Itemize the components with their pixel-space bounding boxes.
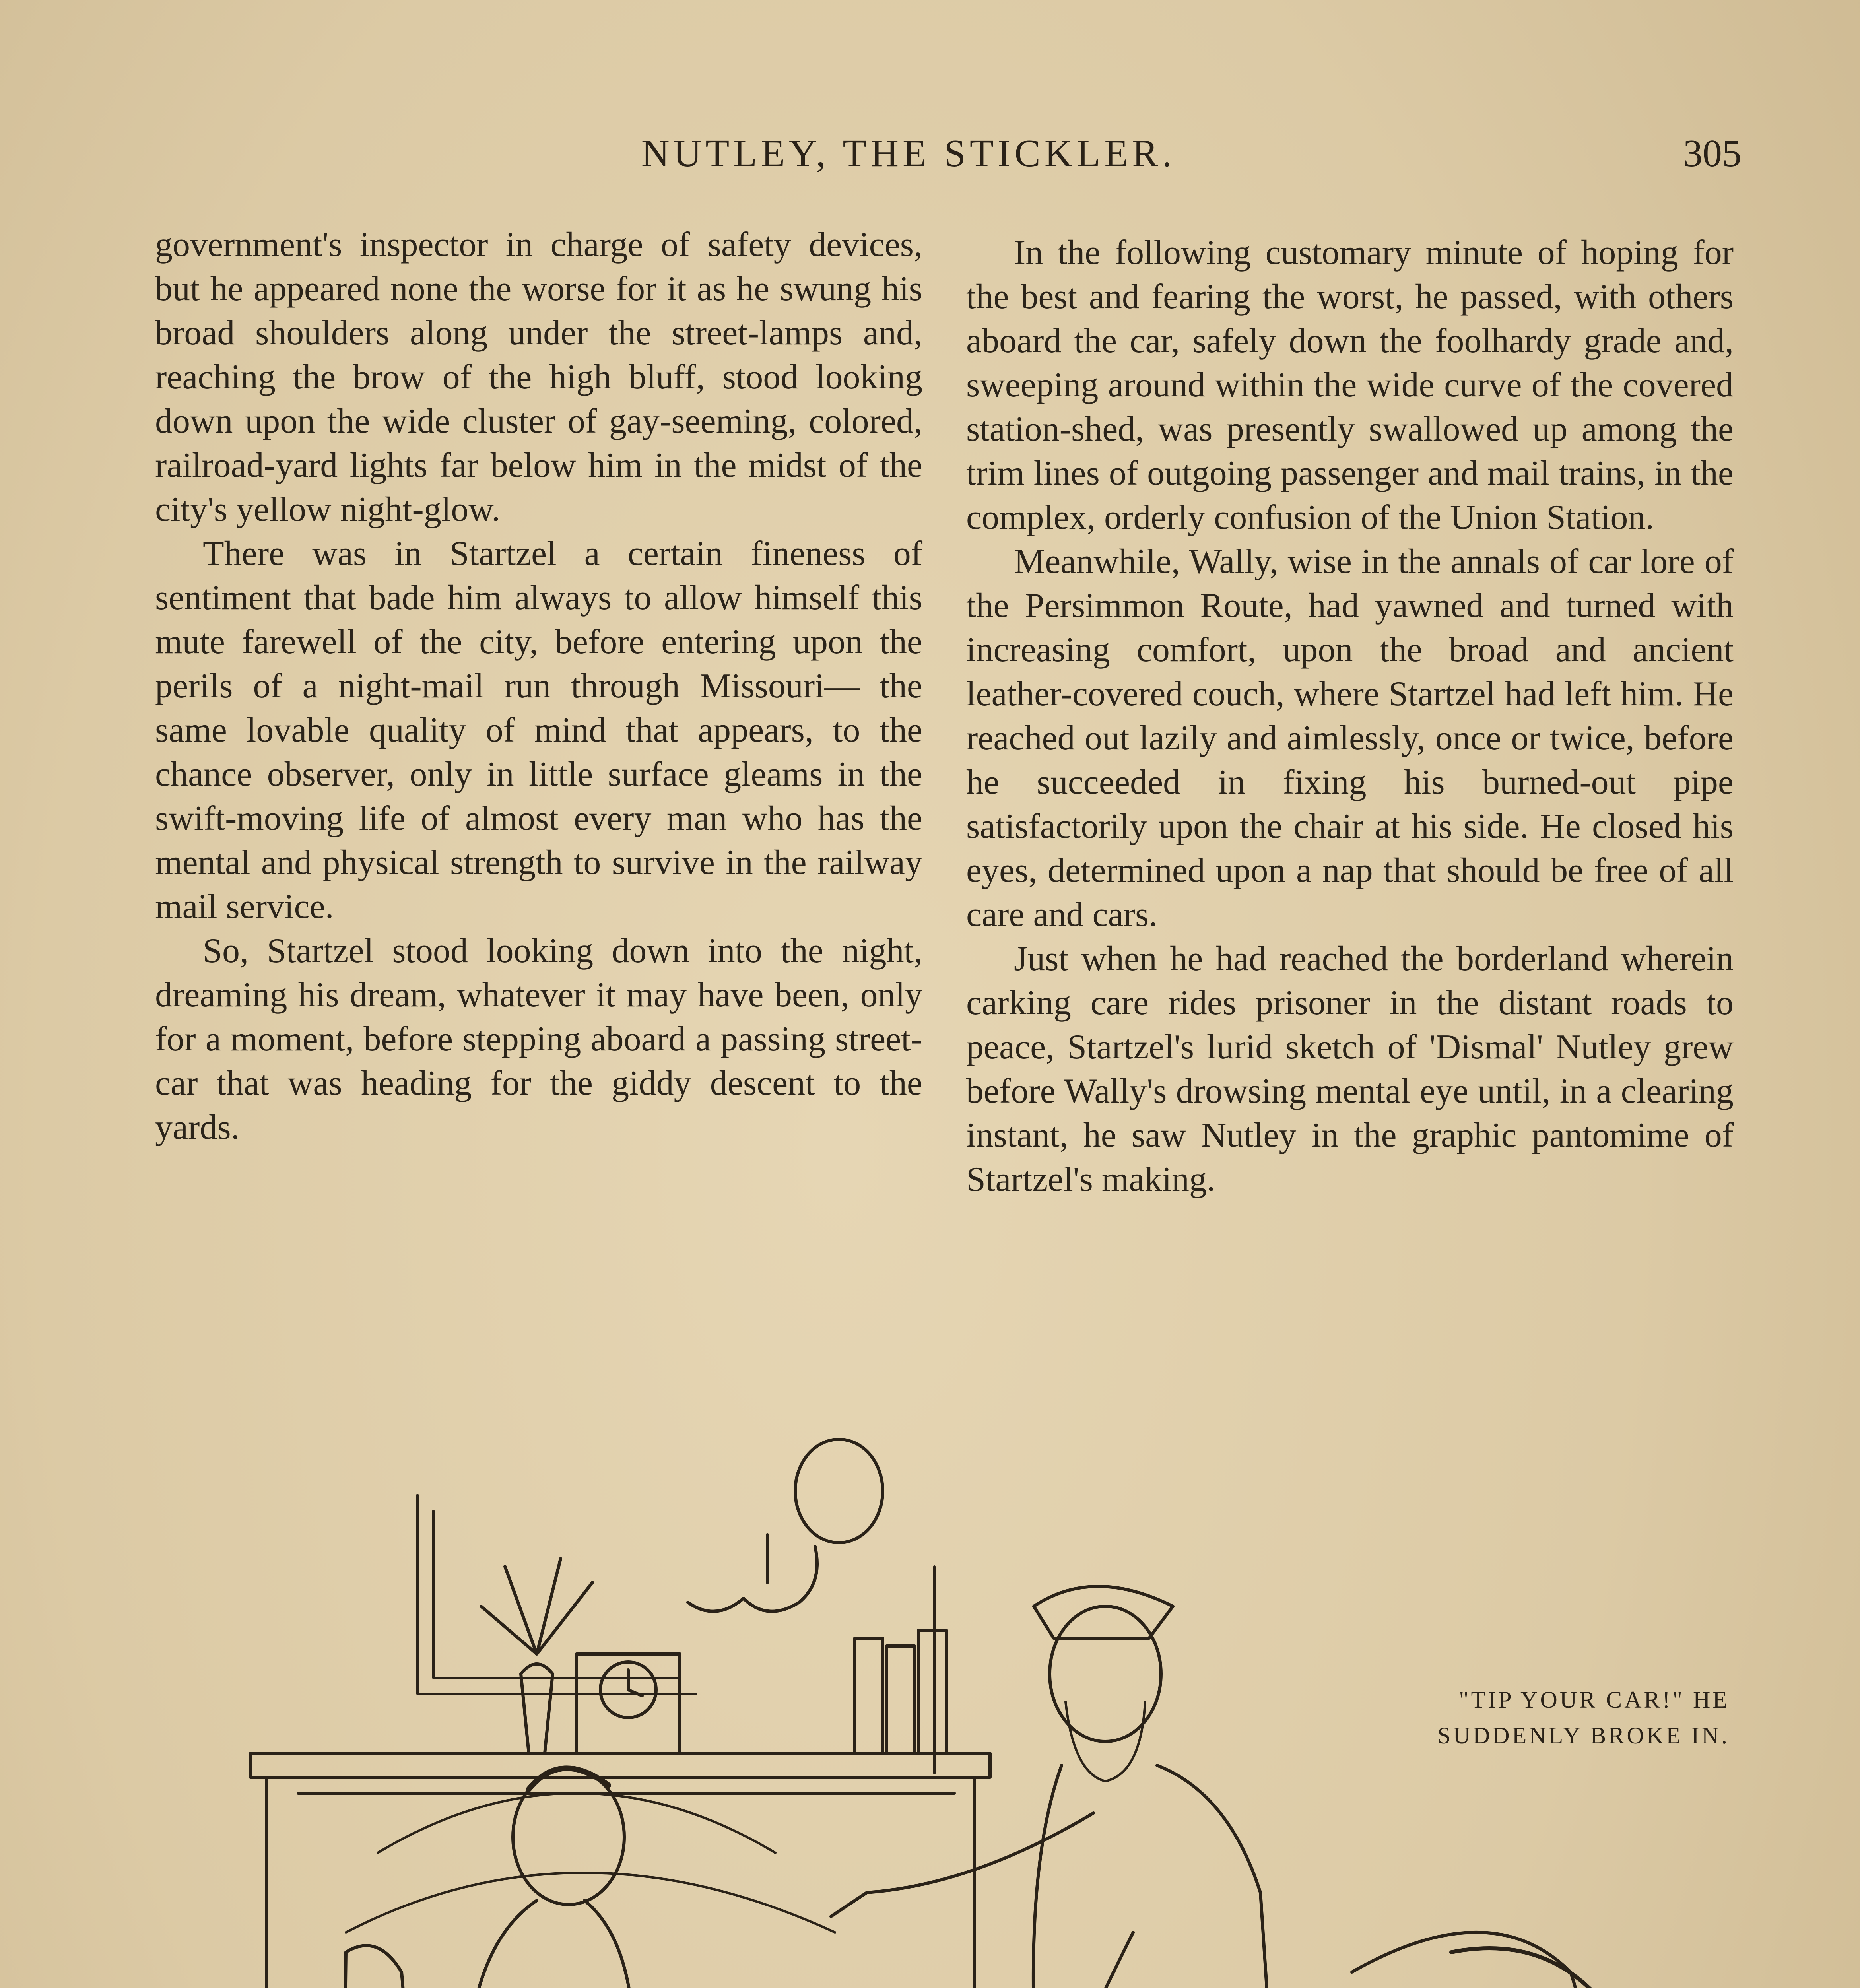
page-title: NUTLEY, THE STICKLER. bbox=[641, 132, 1176, 175]
caption-line: "TIP YOUR CAR!" HE bbox=[1459, 1687, 1730, 1713]
paragraph: government's inspector in charge of safety devices, but he appeared none the worse for it as he swung his broad shoulders along under the street-lamps and, reaching the brow of the high bluff, stood looking down upon the wide cluster of gay-seeming, colored, railroad-yard lights far below him in the midst of the city's yellow night-glow. bbox=[155, 225, 922, 529]
books-icon bbox=[855, 1630, 946, 1753]
right-text-column bbox=[966, 231, 1734, 1202]
left-chair bbox=[338, 1945, 529, 1988]
right-chair-with-coat bbox=[1252, 1932, 1610, 1988]
paragraph: There was in Startzel a certain fineness of sentiment that bade him always to allow himself this mute farewell of the city, before entering upon the perils of a night-mail run through Missouri— the same lovable quality of mind that appears, to the chance observer, only in little surface gleams in the swift-moving life of almost every man who has the mental and physical strength to survive in the railway mail service. bbox=[155, 534, 922, 926]
wall-lamp-icon bbox=[688, 1439, 883, 1611]
left-text-column bbox=[155, 223, 922, 1149]
paragraph: In the following customary minute of hoping for the best and fearing the worst, he passed, with others aboard the car, safely down the foolhardy grade and, sweeping around within the wide curve of the covered station-shed, was presently swallowed up among the trim lines of outgoing passenger and mail trains, in the complex, orderly confusion of the Union Station. bbox=[966, 233, 1734, 537]
page-number: 305 bbox=[1683, 132, 1742, 175]
illustration-caption bbox=[1372, 1682, 1730, 1753]
paragraph: Just when he had reached the borderland wherein carking care rides prisoner in the distant roads to peace, Startzel's lurid sketch of 'Dismal' Nutley grew before Wally's drowsing mental eye until, in a clearing instant, he saw Nutley in the graphic pantomime of Startzel's making. bbox=[966, 940, 1734, 1199]
mantel-clock-icon bbox=[577, 1654, 680, 1753]
paragraph: So, Startzel stood looking down into the night, dreaming his dream, whatever it may have been, only for a moment, before stepping aboard a passing street-car that was heading for the giddy descent to the yards. bbox=[155, 932, 922, 1147]
paragraph: Meanwhile, Wally, wise in the annals of car lore of the Persimmon Route, had yawned and turned with increasing comfort, upon the broad and ancient leather-covered couch, where Startzel had left him. He reached out lazily and aimlessly, once or twice, before he succeeded in fixing his burned-out pipe satisfactorily upon the chair at his side. He closed his eyes, determined upon a nap that should be free of all care and cars. bbox=[966, 542, 1734, 934]
caption-line: SUDDENLY BROKE IN. bbox=[1437, 1722, 1730, 1749]
